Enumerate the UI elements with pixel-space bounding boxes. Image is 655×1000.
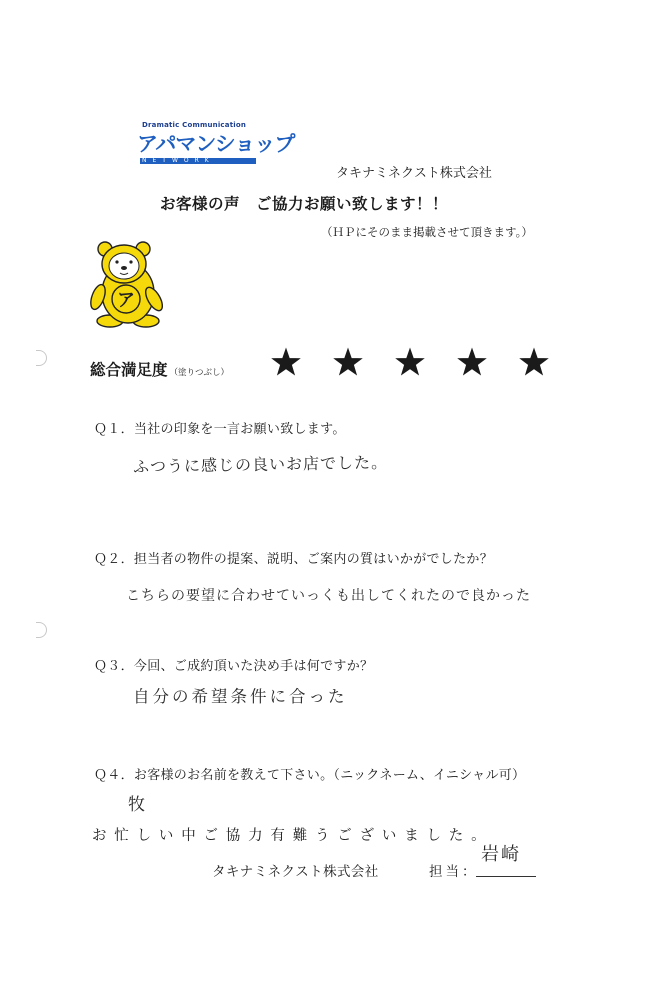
question-2: Ｑ２．担当者の物件の提案、説明、ご案内の質はいかがでしたか？: [94, 552, 494, 567]
rating-star-icon: [397, 349, 424, 374]
answer-4: 牧: [128, 795, 146, 815]
answer-3: 自分の希望条件に合った: [133, 687, 348, 706]
satisfaction-label: [90, 358, 229, 380]
binder-hole: [36, 350, 47, 366]
binder-hole: [36, 622, 47, 638]
thanks-message: お忙しい中ご協力有難うございました。: [92, 828, 494, 844]
logo-tagline: Dramatic Communication: [142, 121, 247, 129]
page-title: お客様の声 ご協力お願い致します！！: [160, 195, 449, 213]
svg-text:ア: ア: [117, 290, 135, 311]
question-4: Ｑ４．お客様のお名前を教えて下さい。（ニックネーム、イニシャル可）: [94, 768, 526, 783]
question-1: Ｑ１．当社の印象を一言お願い致します。: [94, 422, 346, 437]
question-3: Ｑ３．今回、ご成約頂いた決め手は何ですか？: [94, 659, 374, 674]
rating-star-icon: [459, 349, 486, 374]
hp-note: （ＨＰにそのまま掲載させて頂きます。）: [321, 225, 533, 239]
company-name-bottom: タキナミネクスト株式会社: [212, 864, 379, 880]
satisfaction-note: （塗りつぶし）: [169, 368, 230, 378]
staff-label: 担当：: [429, 864, 479, 880]
rating-star-icon: [521, 349, 548, 374]
mascot-icon: [88, 237, 168, 329]
rating-star-icon: [335, 349, 362, 374]
logo-network: NETWORK: [142, 157, 215, 164]
satisfaction-title: 総合満足度: [90, 361, 168, 379]
answer-2: こちらの要望に合わせていっくも出してくれたので良かった: [126, 588, 531, 604]
answer-1: ふつうに感じの良いお店でした。: [132, 452, 389, 477]
rating-star-icon: [273, 349, 300, 374]
staff-signature-line: [476, 876, 536, 877]
logo-name: アパマンショップ: [137, 132, 295, 156]
staff-name: 岩崎: [481, 844, 521, 865]
star-rating: [268, 343, 558, 383]
company-name-top: タキナミネクスト株式会社: [336, 166, 492, 181]
